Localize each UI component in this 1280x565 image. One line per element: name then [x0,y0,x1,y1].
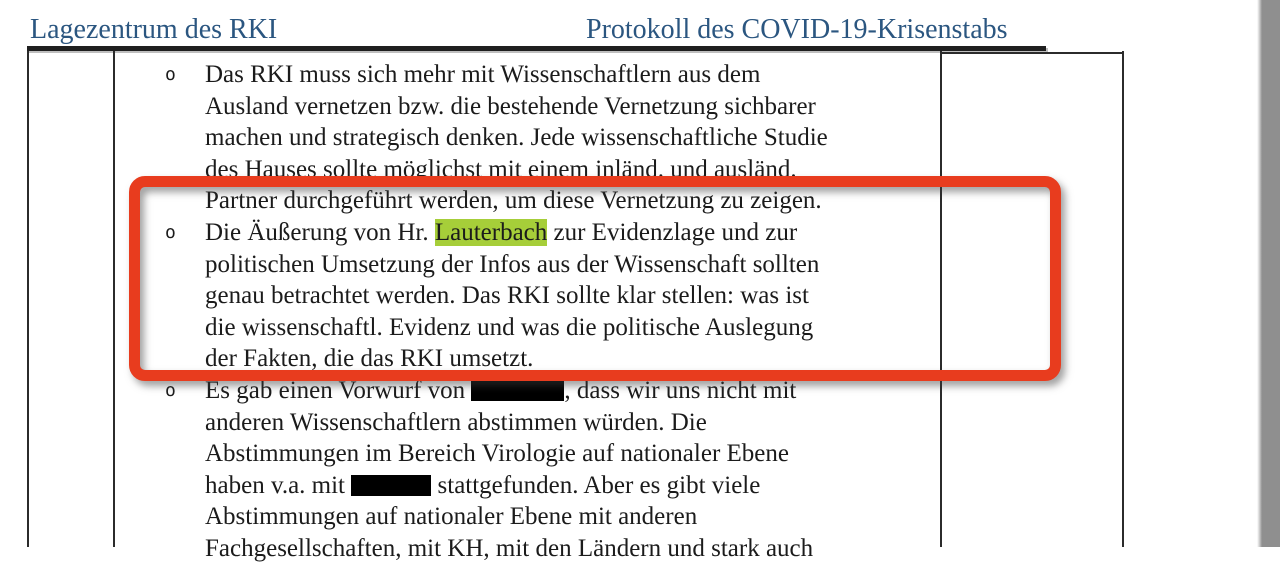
content-line [205,280,945,312]
table-border-rightcell-top [940,52,1123,54]
content-line [205,185,945,217]
content-line [205,407,945,439]
content-line [205,533,945,565]
text-segment: stattgefunden. Aber es gibt viele [431,471,761,499]
content-line [205,501,945,533]
table-border-left [27,51,29,547]
text-segment: Abstimmungen im Bereich Virologie auf nationaler Ebene [205,440,789,468]
scrollbar[interactable] [1257,0,1280,547]
content-line [205,154,945,186]
content-line [205,343,945,375]
text-segment: Das RKI muss sich mehr mit Wissenschaftlern aus dem [205,61,761,88]
text-segment: zur Evidenzlage und zur [547,218,798,246]
content-line [205,122,945,154]
text-segment: des Hauses sollte möglichst mit einem inländ. und ausländ. [205,155,797,183]
text-segment: haben v.a. mit [205,471,352,499]
text-segment: , dass wir uns nicht mit [564,376,797,404]
text-segment: Es gab einen Vorwurf von [205,376,472,404]
text-segment: Partner durchgeführt werden, um diese Vernetzung zu zeigen. [205,187,822,215]
content-line [205,249,945,281]
content-line [165,217,945,249]
bullet-marker-icon: o [165,379,176,401]
text-segment: Ausland vernetzen bzw. die bestehende Vernetzung sichbarer [205,92,816,120]
text-segment: machen und strategisch denken. Jede wissenschaftliche Studie [205,124,828,152]
text-segment: anderen Wissenschaftlern abstimmen würden. Die [205,408,707,436]
text-segment: der Fakten, die das RKI umsetzt. [205,345,534,373]
protocol-text-block [165,59,945,565]
redaction-bar [351,475,431,496]
text-segment: politischen Umsetzung der Infos aus der Wissenschaft sollten [205,250,820,278]
redaction-bar [471,380,564,401]
content-line [205,91,945,123]
content-line [165,375,945,407]
content-line [205,312,945,344]
bullet-marker-icon: o [165,221,176,243]
content-line [205,470,945,502]
content-line [205,438,945,470]
content-line [165,59,945,91]
text-segment: genau betrachtet werden. Das RKI sollte klar stellen: was ist [205,282,809,310]
text-segment: die wissenschaftl. Evidenz und was die politische Auslegung [205,313,814,341]
bullet-marker-icon: o [165,64,176,85]
table-border-right [1122,51,1124,547]
highlighted-term: Lauterbach [434,218,548,246]
header-underline-rule [27,46,1046,51]
document-header-left: Lagezentrum des RKI [30,14,278,45]
text-segment: Fachgesellschaften, mit KH, mit den Ländern und stark auch [205,534,814,562]
document-header-right: Protokoll des COVID-19-Krisenstabs [586,14,1008,45]
text-segment: Abstimmungen auf nationaler Ebene mit anderen [205,503,698,531]
text-segment: Die Äußerung von Hr. [205,218,435,246]
table-border-col1 [113,51,115,547]
